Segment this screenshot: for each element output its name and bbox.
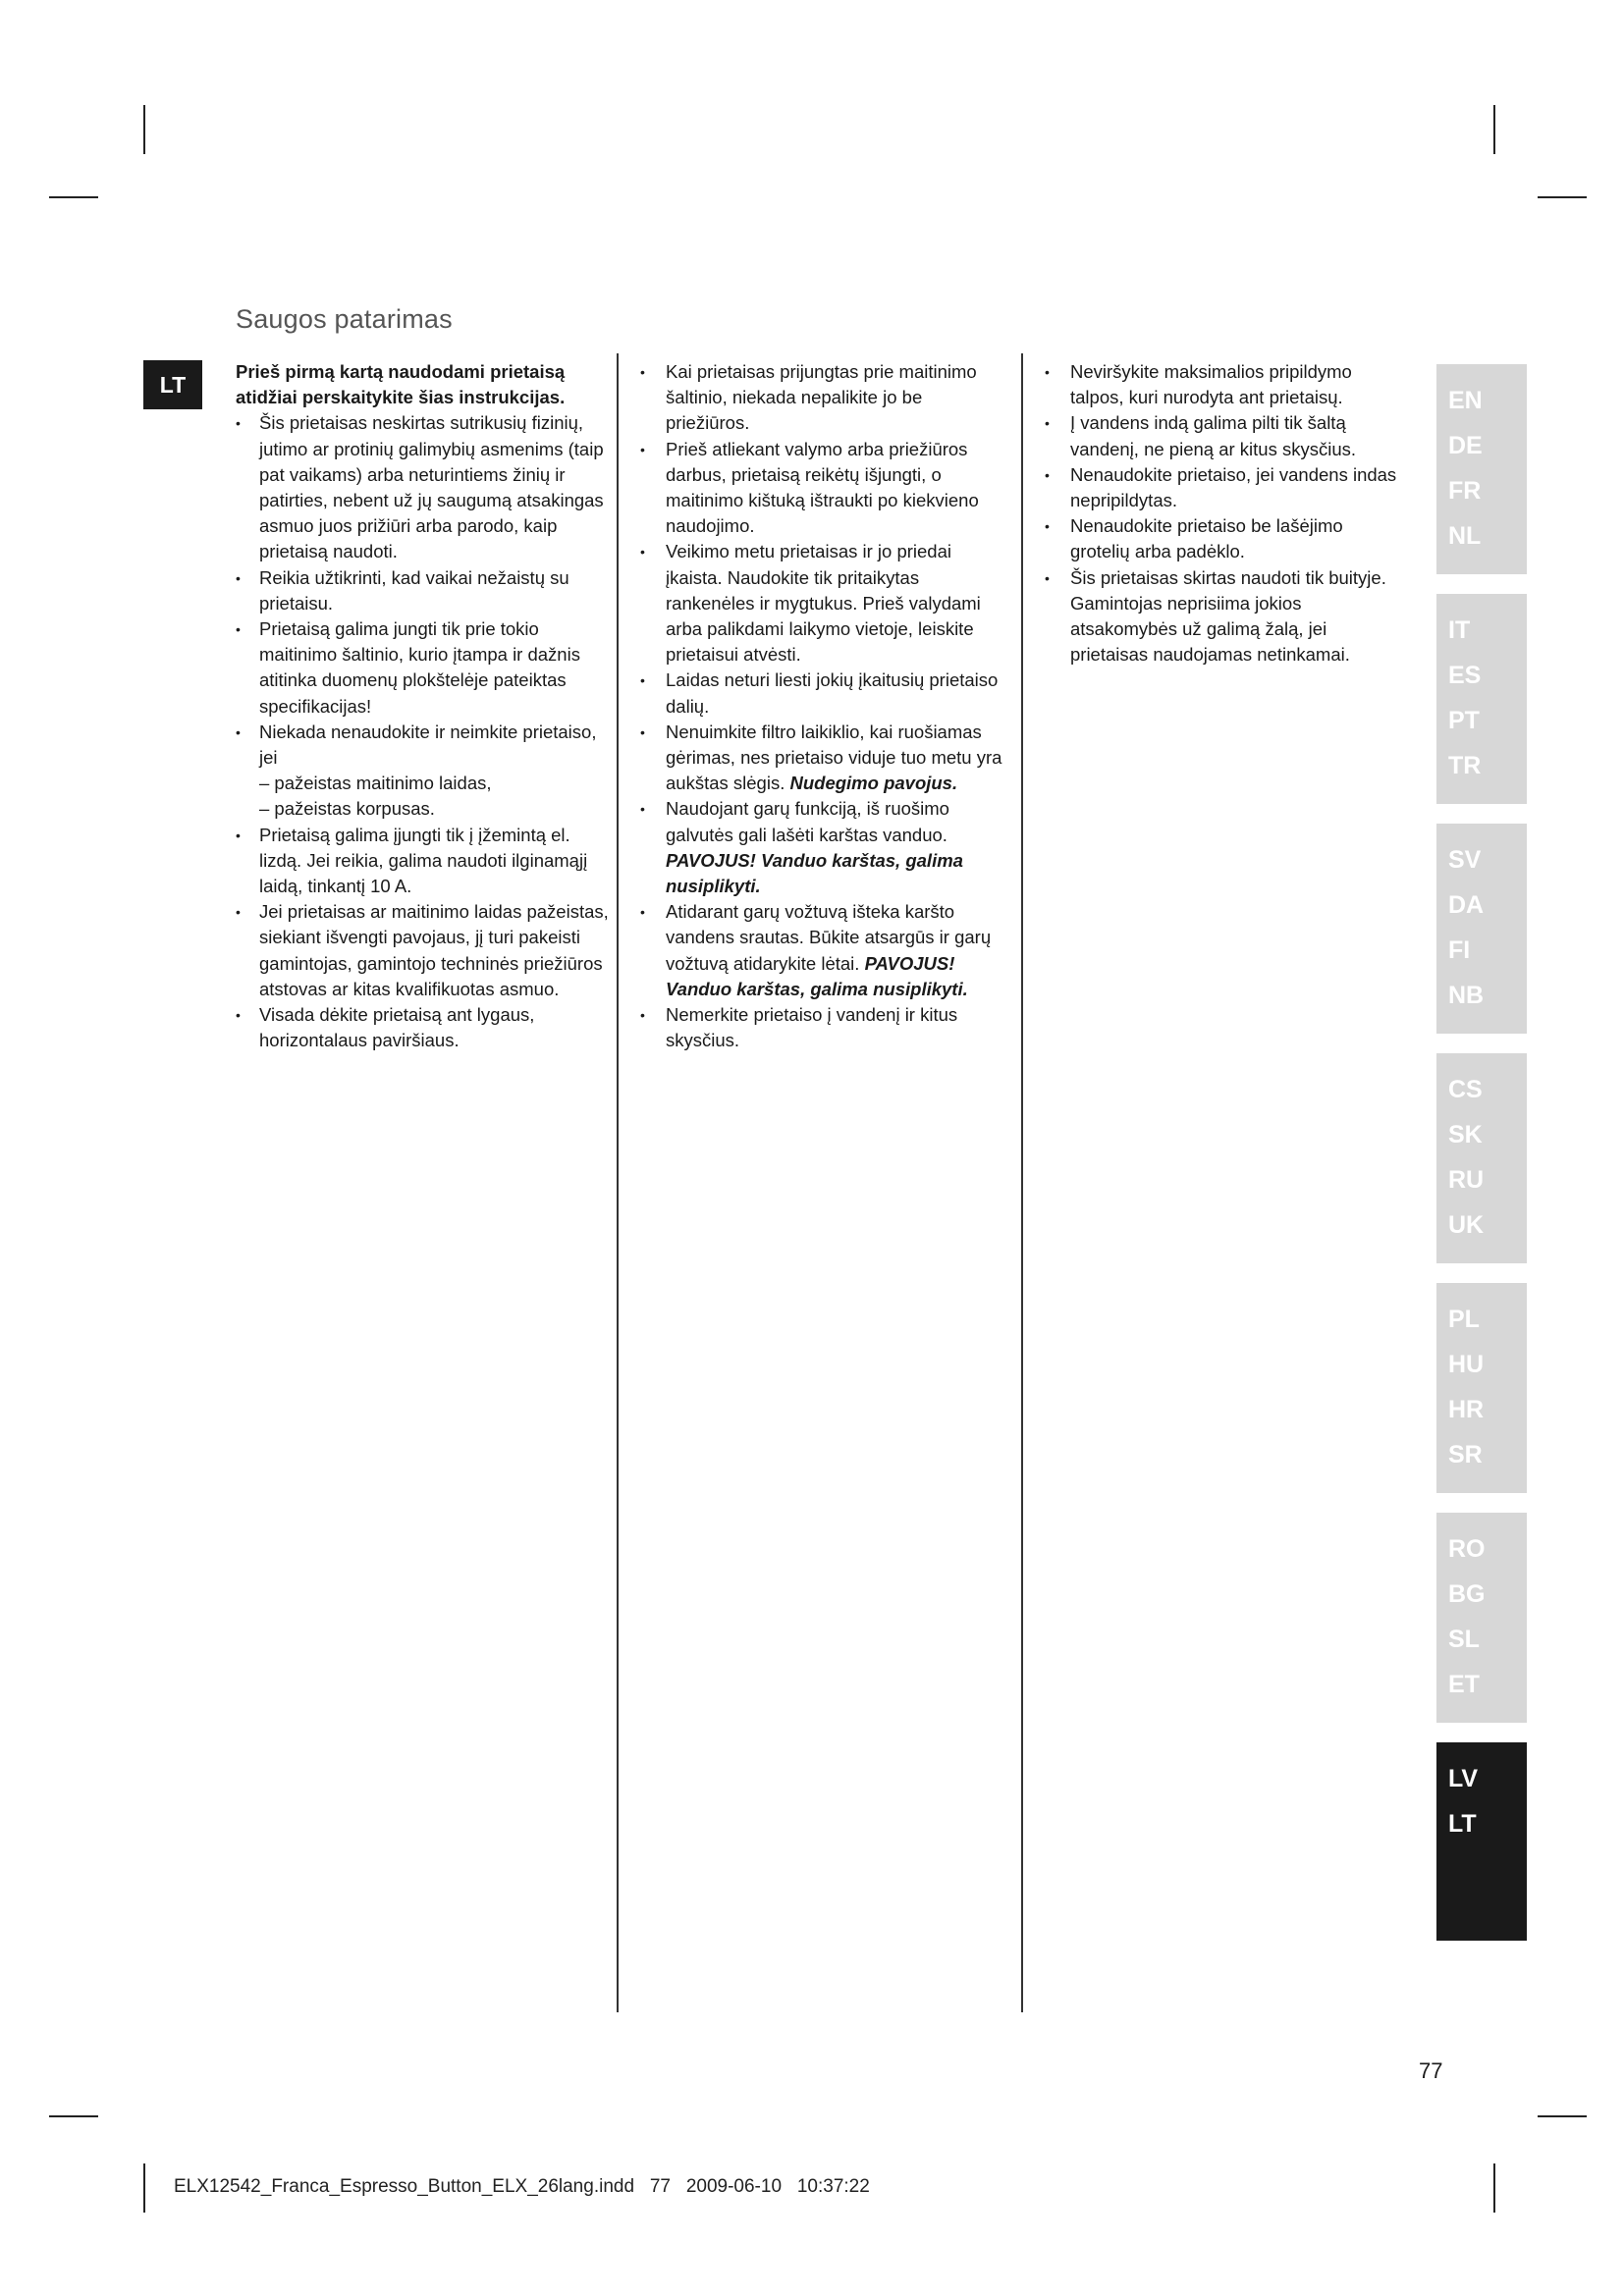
print-slug: ELX12542_Franca_Espresso_Button_ELX_26lang.indd 77 2009-06-10 10:37:22 bbox=[174, 2176, 870, 2197]
list-item: • Kai prietaisas prijungtas prie maitinimo šaltinio, niekada nepalikite jo be priežiūros. bbox=[640, 359, 1005, 437]
crop-mark-bottom-left-v bbox=[143, 2163, 145, 2213]
column-2 bbox=[640, 359, 1005, 1053]
language-tab[interactable]: NB bbox=[1448, 982, 1485, 1009]
safety-list-1 bbox=[236, 410, 609, 1053]
language-tab[interactable]: DA bbox=[1448, 891, 1485, 919]
crop-mark-top-left-h bbox=[49, 196, 98, 198]
language-tab[interactable]: SL bbox=[1448, 1626, 1480, 1653]
language-tab[interactable]: BG bbox=[1448, 1580, 1486, 1608]
safety-list-2 bbox=[640, 359, 1005, 1053]
language-tab[interactable]: RO bbox=[1448, 1535, 1486, 1563]
language-tab[interactable]: SK bbox=[1448, 1121, 1483, 1148]
sub-item: – pažeistas korpusas. bbox=[259, 798, 435, 820]
intro-text: Prieš pirmą kartą naudodami prietaisą atidžiai perskaitykite šias instrukcijas. bbox=[236, 361, 566, 408]
list-item: • Šis prietaisas skirtas naudoti tik buityje. Gamintojas neprisiima jokios atsakomybės už galimą žalą, jei prietaisas naudojamas netinkamai. bbox=[1045, 565, 1404, 668]
crop-mark-top-left-v bbox=[143, 105, 145, 154]
sub-item: – pažeistas maitinimo laidas, bbox=[259, 773, 492, 794]
language-group-3 bbox=[1436, 824, 1527, 1034]
language-group-7-active bbox=[1436, 1742, 1527, 1941]
page-number: 77 bbox=[1419, 2058, 1443, 2083]
language-tab[interactable]: ES bbox=[1448, 662, 1482, 689]
list-item: • Nenaudokite prietaiso be lašėjimo grotelių arba padėklo. bbox=[1045, 513, 1404, 564]
list-item: • Jei prietaisas ar maitinimo laidas pažeistas, siekiant išvengti pavojaus, jį turi pakeisti gamintojas, gamintojo techninės priežiūros atstovas ar kitas kvalifikuotas asmuo. bbox=[236, 899, 609, 1002]
language-tabs bbox=[1436, 364, 1527, 1960]
column-divider-1 bbox=[617, 353, 619, 2012]
language-tab-active[interactable]: LT bbox=[1448, 1810, 1477, 1838]
list-item: • Prietaisą galima jungti tik prie tokio maitinimo šaltinio, kurio įtampa ir dažnis atitinka duomenų plokštelėje pateiktas specifikacijas! bbox=[236, 616, 609, 720]
crop-mark-top-right-v bbox=[1493, 105, 1495, 154]
list-item: • Prieš atliekant valymo arba priežiūros darbus, prietaisą reikėtų išjungti, o maitinimo kištuką ištraukti po kiekvieno naudojimo. bbox=[640, 437, 1005, 540]
crop-mark-bottom-right-h bbox=[1538, 2115, 1587, 2117]
language-tab[interactable]: NL bbox=[1448, 522, 1482, 550]
list-item: • Veikimo metu prietaisas ir jo priedai įkaista. Naudokite tik pritaikytas rankenėles ir mygtukus. Prieš valydami arba palikdami laikymo vietoje, leiskite prietaisui atvėsti. bbox=[640, 539, 1005, 667]
language-group-4 bbox=[1436, 1053, 1527, 1263]
list-item: • Nenuimkite filtro laikiklio, kai ruošiamas gėrimas, nes prietaiso viduje tuo metu yra aukštas slėgis. Nudegimo pavojus. bbox=[640, 720, 1005, 797]
list-item: • Atidarant garų vožtuvą išteka karšto vandens srautas. Būkite atsargūs ir garų vožtuvą atidarykite lėtai. PAVOJUS! Vanduo karštas, galima nusiplikyti. bbox=[640, 899, 1005, 1002]
language-tab[interactable]: CS bbox=[1448, 1076, 1483, 1103]
list-item: • Reikia užtikrinti, kad vaikai nežaistų su prietaisu. bbox=[236, 565, 609, 616]
column-1 bbox=[236, 359, 609, 1053]
list-item: • Niekada nenaudokite ir neimkite prietaiso, jei – pažeistas maitinimo laidas, – pažeistas korpusas. bbox=[236, 720, 609, 823]
language-tab[interactable]: SV bbox=[1448, 846, 1482, 874]
list-item: • Į vandens indą galima pilti tik šaltą vandenį, ne pieną ar kitus skysčius. bbox=[1045, 410, 1404, 461]
language-group-5 bbox=[1436, 1283, 1527, 1493]
list-item: • Prietaisą galima įjungti tik į įžemintą el. lizdą. Jei reikia, galima naudoti ilginamąjį laidą, tinkantį 10 A. bbox=[236, 823, 609, 900]
language-tab[interactable]: HU bbox=[1448, 1351, 1485, 1378]
language-tab[interactable]: PL bbox=[1448, 1306, 1480, 1333]
language-tab[interactable]: SR bbox=[1448, 1441, 1483, 1468]
page-title: Saugos patarimas bbox=[236, 304, 453, 334]
crop-mark-top-right-h bbox=[1538, 196, 1587, 198]
list-item: • Neviršykite maksimalios pripildymo talpos, kuri nurodyta ant prietaisų. bbox=[1045, 359, 1404, 410]
warning-text: PAVOJUS! Vanduo karštas, galima nusiplikyti. bbox=[666, 849, 963, 897]
language-group-2 bbox=[1436, 594, 1527, 804]
language-tab[interactable]: ET bbox=[1448, 1671, 1480, 1698]
language-tab[interactable]: RU bbox=[1448, 1166, 1485, 1194]
list-item: • Nemerkite prietaiso į vandenį ir kitus skysčius. bbox=[640, 1002, 1005, 1053]
language-group-6 bbox=[1436, 1513, 1527, 1723]
warning-text: Nudegimo pavojus. bbox=[789, 773, 958, 794]
list-item: • Visada dėkite prietaisą ant lygaus, horizontalaus paviršiaus. bbox=[236, 1002, 609, 1053]
language-group-1 bbox=[1436, 364, 1527, 574]
safety-list-3 bbox=[1045, 359, 1404, 667]
language-tab[interactable]: UK bbox=[1448, 1211, 1485, 1239]
language-tab[interactable]: LV bbox=[1448, 1765, 1479, 1792]
column-divider-2 bbox=[1021, 353, 1023, 2012]
list-item: • Šis prietaisas neskirtas sutrikusių fizinių, jutimo ar protinių galimybių asmenims (taip pat vaikams) arba neturintiems žinių ir patirties, nebent už jų saugumą atsakingas asmuo juos prižiūri arba parodo, kaip prietaisą naudoti. bbox=[236, 410, 609, 564]
language-tab[interactable]: FI bbox=[1448, 936, 1471, 964]
language-tab[interactable]: TR bbox=[1448, 752, 1482, 779]
list-item: • Laidas neturi liesti jokių įkaitusių prietaiso dalių. bbox=[640, 667, 1005, 719]
warning-text: PAVOJUS! Vanduo karštas, galima nusiplikyti. bbox=[666, 952, 968, 999]
language-tab[interactable]: FR bbox=[1448, 477, 1482, 505]
language-tab[interactable]: PT bbox=[1448, 707, 1480, 734]
list-item: • Naudojant garų funkciją, iš ruošimo galvutės gali lašėti karštas vanduo. PAVOJUS! Vanduo karštas, galima nusiplikyti. bbox=[640, 796, 1005, 899]
column-3 bbox=[1045, 359, 1404, 667]
crop-mark-bottom-left-h bbox=[49, 2115, 98, 2117]
language-tab[interactable]: IT bbox=[1448, 616, 1471, 644]
language-tab[interactable]: HR bbox=[1448, 1396, 1485, 1423]
language-tab[interactable]: DE bbox=[1448, 432, 1483, 459]
language-tab[interactable]: EN bbox=[1448, 387, 1483, 414]
crop-mark-bottom-right-v bbox=[1493, 2163, 1495, 2213]
language-badge: LT bbox=[143, 360, 202, 409]
list-item: • Nenaudokite prietaiso, jei vandens indas nepripildytas. bbox=[1045, 462, 1404, 513]
